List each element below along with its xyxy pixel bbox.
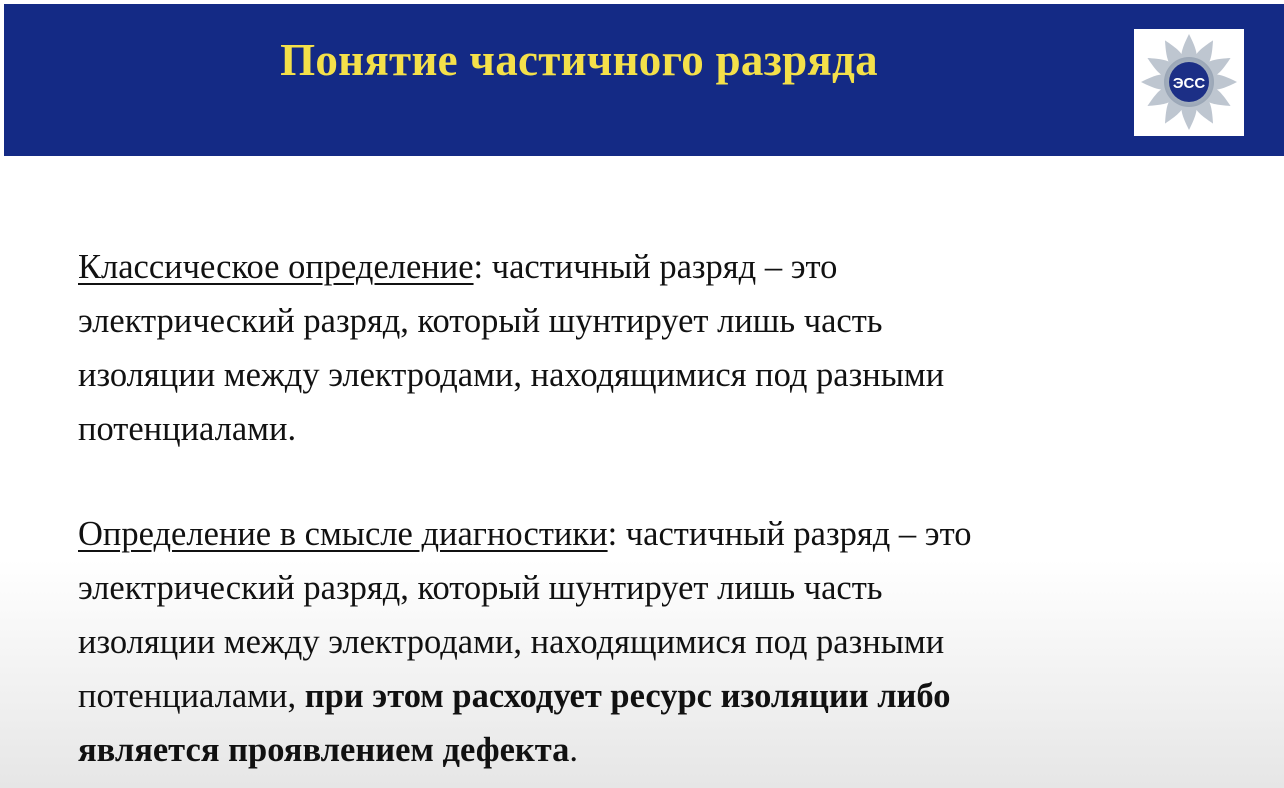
classic-definition-text-3: изоляции между электродами, находящимися под разными: [78, 356, 945, 394]
classic-definition: [78, 240, 1268, 456]
slide-header: [4, 4, 1284, 156]
diagnostic-definition-text-3: изоляции между электродами, находящимися под разными: [78, 623, 945, 661]
slide-title: Понятие частичного разряда: [280, 35, 878, 85]
diagnostic-definition-emphasis-1: при этом расходует ресурс изоляции либо: [304, 677, 951, 715]
definition-line-1: [78, 507, 1268, 561]
diagnostic-definition: [78, 507, 1268, 777]
diagnostic-definition-text-4: потенциалами,: [78, 677, 305, 715]
definition-line-4: [78, 669, 1268, 723]
diagnostic-definition-term: Определение в смысле диагностики: [78, 515, 608, 553]
classic-definition-term: Классическое определение: [78, 248, 474, 286]
diagnostic-definition-text-1: : частичный разряд – это: [607, 515, 972, 553]
diagnostic-definition-emphasis-2: является проявлением дефекта: [78, 731, 570, 769]
company-logo: [1134, 29, 1244, 136]
classic-definition-text-4: потенциалами.: [78, 410, 297, 448]
slide-body: [78, 240, 1268, 777]
diagnostic-definition-text-2: электрический разряд, который шунтирует лишь часть: [78, 569, 883, 607]
definition-line-5: [78, 723, 1268, 777]
classic-definition-text-1: : частичный разряд – это: [473, 248, 838, 286]
diagnostic-definition-ending: .: [569, 731, 578, 769]
definition-line-1: [78, 240, 1268, 294]
classic-definition-text-2: электрический разряд, который шунтирует лишь часть: [78, 302, 883, 340]
company-logo-icon: [1134, 29, 1244, 136]
svg-text:ЭСС: ЭСС: [1172, 75, 1206, 92]
